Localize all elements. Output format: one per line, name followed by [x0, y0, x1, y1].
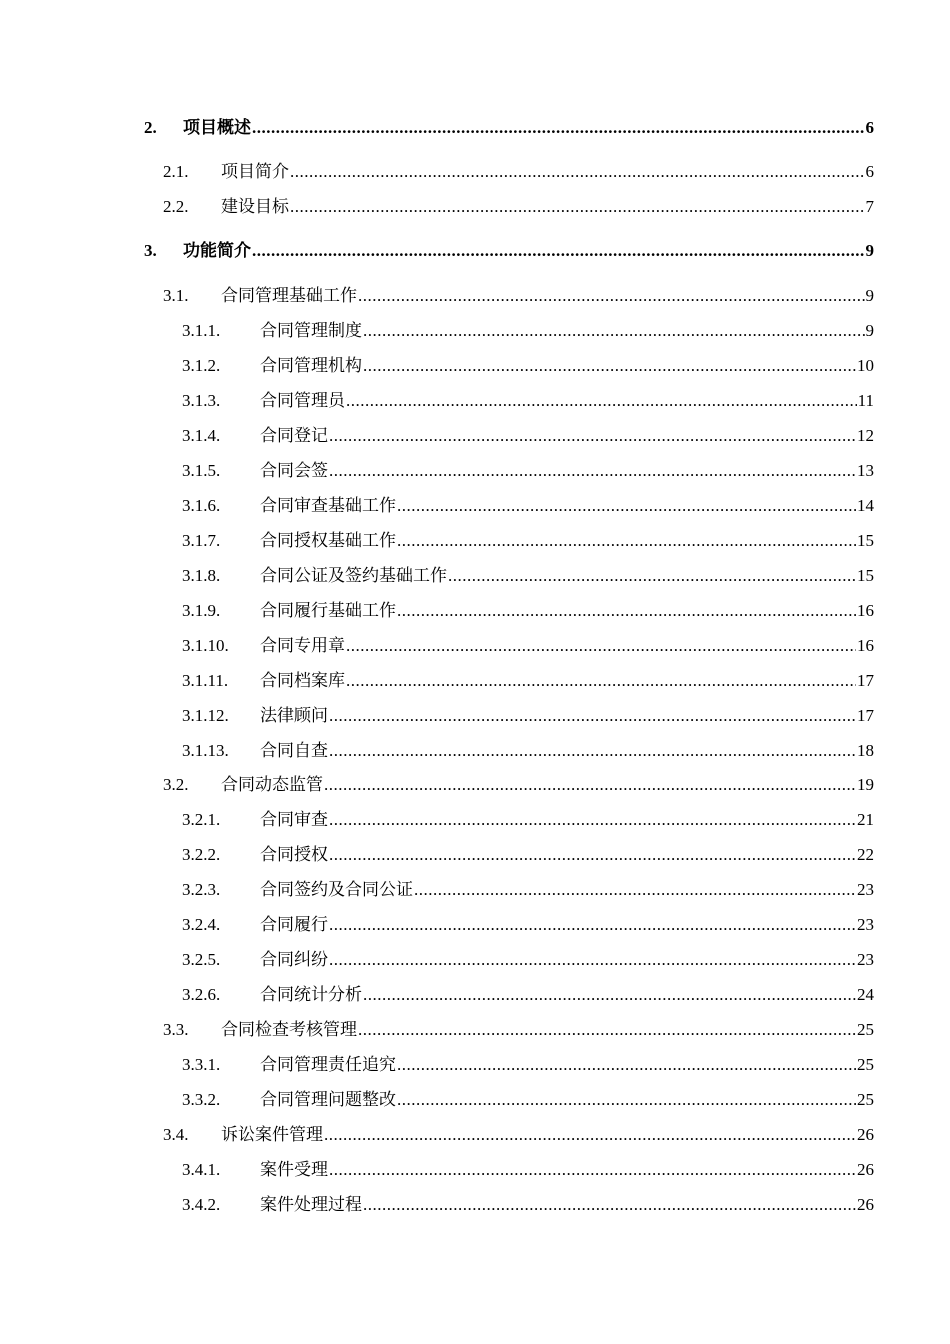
toc-entry-title: 合同签约及合同公证: [260, 880, 413, 899]
toc-entry-title: 合同授权基础工作: [260, 531, 396, 550]
dot-leader: [324, 773, 856, 797]
toc-entry-number: 3.1.9.: [182, 601, 221, 620]
toc-entry-number: 2.2.: [163, 197, 189, 216]
toc-entry-title: 合同管理基础工作: [221, 286, 357, 305]
toc-entry-page-number: 26: [857, 1195, 874, 1214]
toc-entry-number: 3.3.: [163, 1020, 189, 1039]
toc-entry-number: 3.2.4.: [182, 915, 221, 934]
toc-entry-page-number: 12: [857, 426, 874, 445]
dot-leader: [397, 599, 856, 623]
toc-entry-page-number: 21: [857, 810, 874, 829]
dot-leader: [329, 424, 856, 448]
toc-entry-title: 合同授权: [260, 845, 328, 864]
toc-entry-page-number: 13: [857, 461, 874, 480]
dot-leader: [290, 160, 865, 184]
toc-entry[interactable]: [144, 239, 874, 263]
toc-entry-number: 3.1.10.: [182, 636, 229, 655]
dot-leader: [346, 389, 857, 413]
toc-entry-title: 合同审查: [260, 810, 328, 829]
toc-entry-page-number: 25: [857, 1055, 874, 1074]
dot-leader: [329, 843, 856, 867]
toc-entry-number: 3.3.1.: [182, 1055, 221, 1074]
toc-entry-number: 3.4.2.: [182, 1195, 221, 1214]
dot-leader: [448, 564, 856, 588]
toc-entry[interactable]: [182, 878, 874, 902]
dot-leader: [329, 808, 856, 832]
toc-entry-page-number: 25: [857, 1090, 874, 1109]
toc-entry-number: 3.1.4.: [182, 426, 221, 445]
toc-entry-number: 3.2.1.: [182, 810, 221, 829]
toc-entry-page-number: 23: [857, 915, 874, 934]
toc-entry-number: 3.1.: [163, 286, 189, 305]
toc-entry-number: 2.1.: [163, 162, 189, 181]
toc-entry-title: 项目概述: [183, 118, 251, 137]
dot-leader: [397, 1053, 856, 1077]
toc-entry-title: 案件受理: [260, 1160, 328, 1179]
toc-entry-title: 法律顾问: [260, 706, 328, 725]
toc-entry-title: 诉讼案件管理: [221, 1125, 323, 1144]
toc-entry-page-number: 23: [857, 950, 874, 969]
toc-entry-page-number: 17: [857, 706, 874, 725]
dot-leader: [363, 319, 865, 343]
toc-entry-page-number: 9: [865, 241, 874, 260]
toc-entry-number: 3.3.2.: [182, 1090, 221, 1109]
dot-leader: [346, 634, 856, 658]
toc-entry-number: 3.1.1.: [182, 321, 221, 340]
toc-entry-title: 合同履行: [260, 915, 328, 934]
toc-entry-page-number: 9: [865, 321, 874, 340]
toc-entry[interactable]: [182, 843, 874, 867]
toc-entry-number: 3.1.2.: [182, 356, 221, 375]
toc-entry[interactable]: [182, 913, 874, 937]
toc-entry-number: 3.1.12.: [182, 706, 229, 725]
toc-entry-title: 合同档案库: [260, 671, 345, 690]
toc-entry[interactable]: [182, 424, 874, 448]
toc-entry-title: 合同登记: [260, 426, 328, 445]
toc-entry[interactable]: [182, 948, 874, 972]
toc-entry-title: 合同统计分析: [260, 985, 362, 1004]
toc-entry-title: 合同会签: [260, 461, 328, 480]
toc-entry-page-number: 9: [865, 286, 874, 305]
toc-entry-number: 3.2.3.: [182, 880, 221, 899]
toc-entry[interactable]: [182, 739, 874, 763]
toc-entry-number: 3.2.6.: [182, 985, 221, 1004]
toc-entry[interactable]: [182, 1053, 874, 1077]
dot-leader: [363, 354, 856, 378]
toc-entry-page-number: 26: [857, 1125, 874, 1144]
toc-entry-title: 合同纠纷: [260, 950, 328, 969]
toc-entry[interactable]: [182, 389, 874, 413]
toc-entry-number: 3.4.: [163, 1125, 189, 1144]
toc-entry[interactable]: [182, 1088, 874, 1112]
toc-entry-title: 合同履行基础工作: [260, 601, 396, 620]
toc-entry[interactable]: [144, 116, 874, 140]
toc-entry-number: 3.1.6.: [182, 496, 221, 515]
dot-leader: [329, 913, 856, 937]
toc-entry-page-number: 18: [857, 741, 874, 760]
toc-entry-title: 合同管理问题整改: [260, 1090, 396, 1109]
toc-entry[interactable]: [163, 284, 874, 308]
toc-entry-title: 合同管理员: [260, 391, 345, 410]
toc-entry-number: 3.: [144, 241, 157, 260]
toc-entry[interactable]: [182, 808, 874, 832]
dot-leader: [414, 878, 856, 902]
toc-entry-title: 合同管理制度: [260, 321, 362, 340]
toc-entry-title: 功能简介: [183, 241, 251, 260]
toc-entry-number: 3.1.3.: [182, 391, 221, 410]
toc-entry[interactable]: [182, 494, 874, 518]
toc-entry-number: 3.2.2.: [182, 845, 221, 864]
dot-leader: [397, 494, 856, 518]
dot-leader: [329, 739, 856, 763]
toc-entry-page-number: 19: [857, 775, 874, 794]
toc-entry-title: 项目简介: [221, 162, 289, 181]
toc-entry-title: 案件处理过程: [260, 1195, 362, 1214]
toc-entry[interactable]: [182, 319, 874, 343]
toc-entry-title: 合同管理机构: [260, 356, 362, 375]
dot-leader: [329, 459, 856, 483]
toc-entry-page-number: 15: [857, 531, 874, 550]
dot-leader: [324, 1123, 856, 1147]
toc-entry[interactable]: [182, 599, 874, 623]
toc-entry-title: 合同审查基础工作: [260, 496, 396, 515]
dot-leader: [358, 284, 865, 308]
toc-entry[interactable]: [182, 704, 874, 728]
toc-entry[interactable]: [163, 160, 874, 184]
toc-entry-title: 合同自查: [260, 741, 328, 760]
dot-leader: [252, 239, 865, 263]
toc-entry-page-number: 11: [857, 391, 874, 410]
toc-entry[interactable]: [182, 1193, 874, 1217]
toc-entry[interactable]: [182, 354, 874, 378]
toc-entry-page-number: 14: [857, 496, 874, 515]
toc-entry-page-number: 10: [857, 356, 874, 375]
dot-leader: [363, 983, 856, 1007]
toc-entry[interactable]: [182, 529, 874, 553]
dot-leader: [252, 116, 865, 140]
toc-entry[interactable]: [182, 669, 874, 693]
toc-entry-number: 3.1.5.: [182, 461, 221, 480]
toc-entry-page-number: 6: [865, 162, 874, 181]
toc-entry[interactable]: [163, 773, 874, 797]
toc-entry-page-number: 25: [857, 1020, 874, 1039]
toc-entry-title: 合同管理责任追究: [260, 1055, 396, 1074]
dot-leader: [397, 529, 856, 553]
toc-entry[interactable]: [182, 1158, 874, 1182]
toc-entry-number: 2.: [144, 118, 157, 137]
toc-entry[interactable]: [182, 634, 874, 658]
toc-entry-title: 建设目标: [221, 197, 289, 216]
toc-entry-page-number: 15: [857, 566, 874, 585]
toc-entry-page-number: 7: [865, 197, 874, 216]
toc-entry-page-number: 26: [857, 1160, 874, 1179]
toc-entry-number: 3.4.1.: [182, 1160, 221, 1179]
toc-entry-page-number: 6: [865, 118, 874, 137]
toc-entry-title: 合同动态监管: [221, 775, 323, 794]
toc-entry[interactable]: [163, 1123, 874, 1147]
toc-entry-number: 3.1.11.: [182, 671, 229, 690]
toc-entry[interactable]: [163, 1018, 874, 1042]
dot-leader: [329, 1158, 856, 1182]
dot-leader: [329, 704, 856, 728]
dot-leader: [290, 195, 865, 219]
dot-leader: [363, 1193, 856, 1217]
toc-entry[interactable]: [182, 983, 874, 1007]
toc-entry-number: 3.2.5.: [182, 950, 221, 969]
toc-entry[interactable]: [182, 564, 874, 588]
toc-entry-title: 合同专用章: [260, 636, 345, 655]
toc-entry-number: 3.1.7.: [182, 531, 221, 550]
toc-entry-title: 合同公证及签约基础工作: [260, 566, 447, 585]
toc-entry-title: 合同检查考核管理: [221, 1020, 357, 1039]
toc-entry-page-number: 24: [857, 985, 874, 1004]
dot-leader: [346, 669, 856, 693]
toc-entry-page-number: 16: [857, 601, 874, 620]
toc-entry[interactable]: [163, 195, 874, 219]
toc-entry[interactable]: [182, 459, 874, 483]
toc-entry-page-number: 22: [857, 845, 874, 864]
toc-entry-page-number: 16: [857, 636, 874, 655]
toc-entry-page-number: 17: [857, 671, 874, 690]
toc-entry-page-number: 23: [857, 880, 874, 899]
dot-leader: [329, 948, 856, 972]
dot-leader: [358, 1018, 856, 1042]
toc-entry-number: 3.2.: [163, 775, 189, 794]
toc-entry-number: 3.1.13.: [182, 741, 229, 760]
toc-entry-number: 3.1.8.: [182, 566, 221, 585]
dot-leader: [397, 1088, 856, 1112]
